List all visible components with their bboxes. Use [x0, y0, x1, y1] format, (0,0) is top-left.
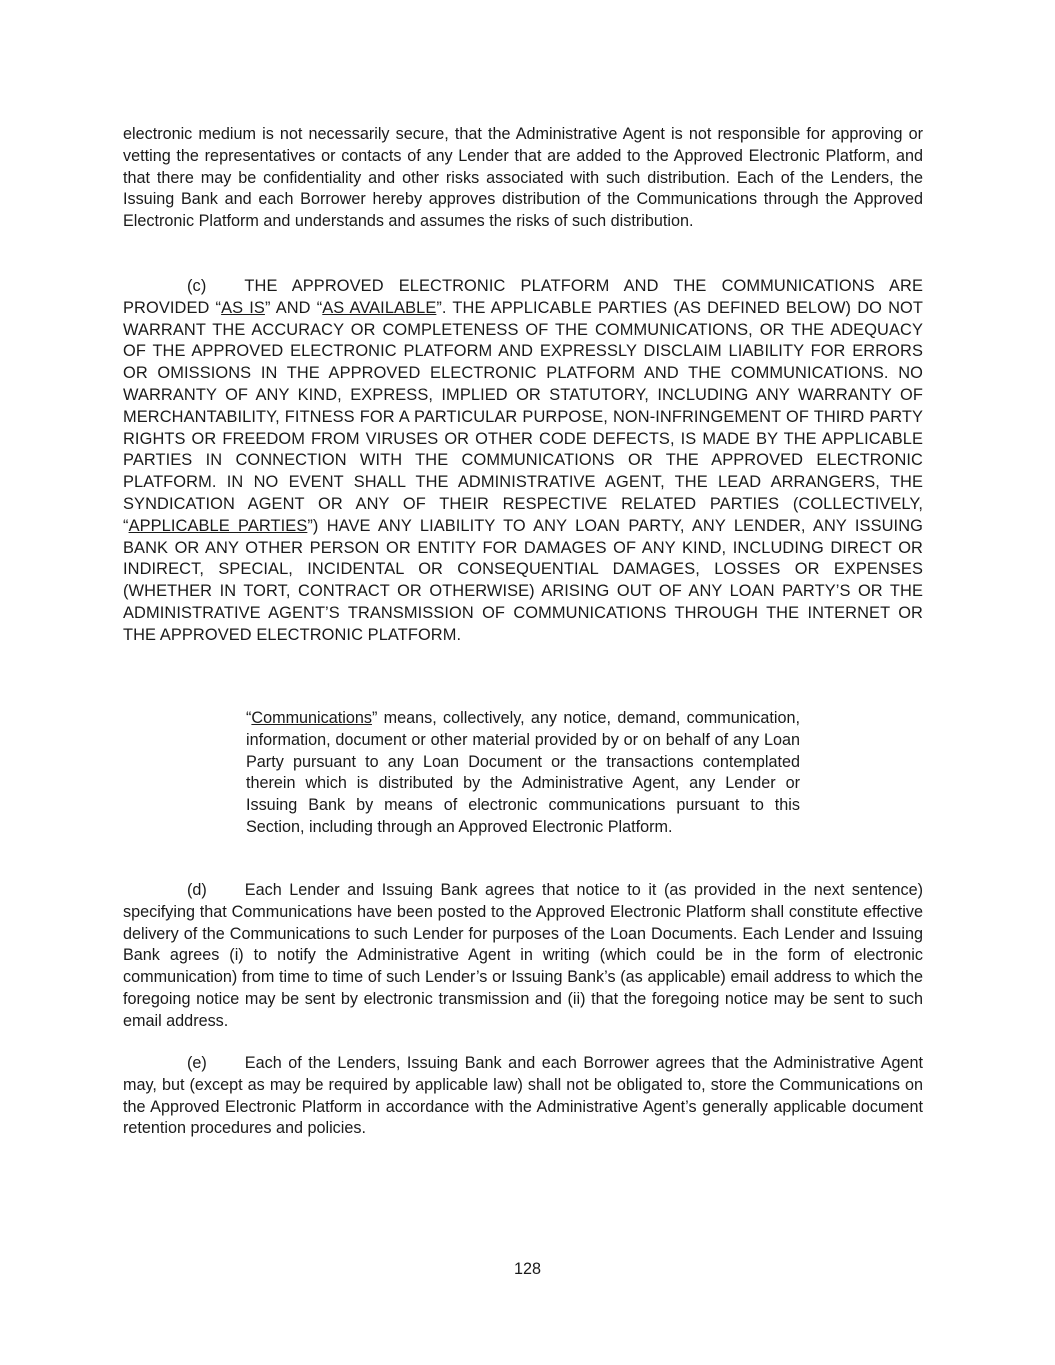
term-as-available: AS AVAILABLE [322, 298, 437, 317]
paragraph-c-text-3: ”. THE APPLICABLE PARTIES (AS DEFINED BELOW) DO NOT WARRANT THE ACCURACY OR COMPLETENESS OF THE COMMUNICATIONS, OR THE ADEQUACY OF THE APPROVED ELECTRONIC PLATFORM AND EXPRESSLY DISCLAIM LIABILITY FOR ERRORS OR OMISSIONS IN THE APPROVED ELECTRONIC PLATFORM AND THE COMMUNICATIONS. NO WARRANTY OF ANY KIND, EXPRESS, IMPLIED OR STATUTORY, INCLUDING ANY WARRANTY OF MERCHANTABILITY, FITNESS FOR A PARTICULAR PURPOSE, NON-INFRINGEMENT OF THIRD PARTY RIGHTS OR FREEDOM FROM VIRUSES OR OTHER CODE DEFECTS, IS MADE BY THE APPLICABLE PARTIES IN CONNECTION WITH THE COMMUNICATIONS OR THE APPROVED ELECTRONIC PLATFORM. IN NO EVENT SHALL THE ADMINISTRATIVE AGENT, THE LEAD ARRANGERS, THE SYNDICATION AGENT OR ANY OF THEIR RESPECTIVE RELATED PARTIES (COLLECTIVELY, “ [123, 298, 923, 535]
paragraph-c-text-1: THE APPROVED ELECTRONIC PLATFORM AND THE COMMUNICATIONS ARE PROVIDED “ [123, 277, 923, 317]
paragraph-c [123, 276, 923, 647]
paragraph-e-text: Each of the Lenders, Issuing Bank and each Borrower agrees that the Administrative Agent may, but (except as may be required by applicable law) shall not be obligated to, store the Communications on the Approved Electronic Platform in accordance with the Administrative Agent’s generally applicable document retention procedures and policies. [123, 1054, 923, 1138]
paragraph-d-label: (d) [187, 881, 207, 899]
paragraph-e [123, 1053, 923, 1140]
term-applicable-parties: APPLICABLE PARTIES [128, 516, 308, 535]
term-communications: Communications [251, 709, 372, 727]
paragraph-d-text: Each Lender and Issuing Bank agrees that notice to it (as provided in the next sentence) specifying that Communications have been posted to the Approved Electronic Platform shall constitute effective delivery of the Communications to such Lender for purposes of the Loan Documents. Each Lender and Issuing Bank agrees (i) to notify the Administrative Agent in writing (which could be in the form of electronic communication) from time to time of such Lender’s or Issuing Bank’s (as applicable) email address to which the foregoing notice may be sent by electronic transmission and (ii) that the foregoing notice may be sent to such email address. [123, 881, 923, 1030]
paragraph-b-continuation [123, 124, 923, 233]
paragraph-d [123, 880, 923, 1033]
paragraph-b-text: electronic medium is not necessarily secure, that the Administrative Agent is not responsible for approving or vetting the representatives or contacts of any Lender that are added to the Approved Electronic Platform, and that there may be confidentiality and other risks associated with such distribution. Each of the Lenders, the Issuing Bank and each Borrower hereby approves distribution of the Communications through the Approved Electronic Platform and understands and assumes the risks of such distribution. [123, 125, 923, 231]
paragraph-c-text-4: ”) HAVE ANY LIABILITY TO ANY LOAN PARTY, ANY LENDER, ANY ISSUING BANK OR ANY OTHER PERSON OR ENTITY FOR DAMAGES OF ANY KIND, INCLUDING DIRECT OR INDIRECT, SPECIAL, INCIDENTAL OR CONSEQUENTIAL DAMAGES, LOSSES OR EXPENSES (WHETHER IN TORT, CONTRACT OR OTHERWISE) ARISING OUT OF ANY LOAN PARTY’S OR THE ADMINISTRATIVE AGENT’S TRANSMISSION OF COMMUNICATIONS THROUGH THE INTERNET OR THE APPROVED ELECTRONIC PLATFORM. [123, 516, 923, 644]
definition-communications [246, 708, 800, 839]
paragraph-e-label: (e) [187, 1054, 207, 1072]
term-as-is: AS IS [221, 298, 265, 317]
paragraph-c-text-2: ” AND “ [264, 298, 323, 317]
page-number: 128 [513, 1260, 541, 1278]
definition-text: ” means, collectively, any notice, demand, communication, information, document or other material provided by or on behalf of any Loan Party pursuant to any Loan Document or the transactions contemplated therein which is distributed by the Administrative Agent, any Lender or Issuing Bank by means of electronic communications pursuant to this Section, including through an Approved Electronic Platform. [246, 709, 800, 836]
definition-open-quote: “ [246, 709, 252, 727]
paragraph-c-label: (c) [187, 277, 207, 295]
